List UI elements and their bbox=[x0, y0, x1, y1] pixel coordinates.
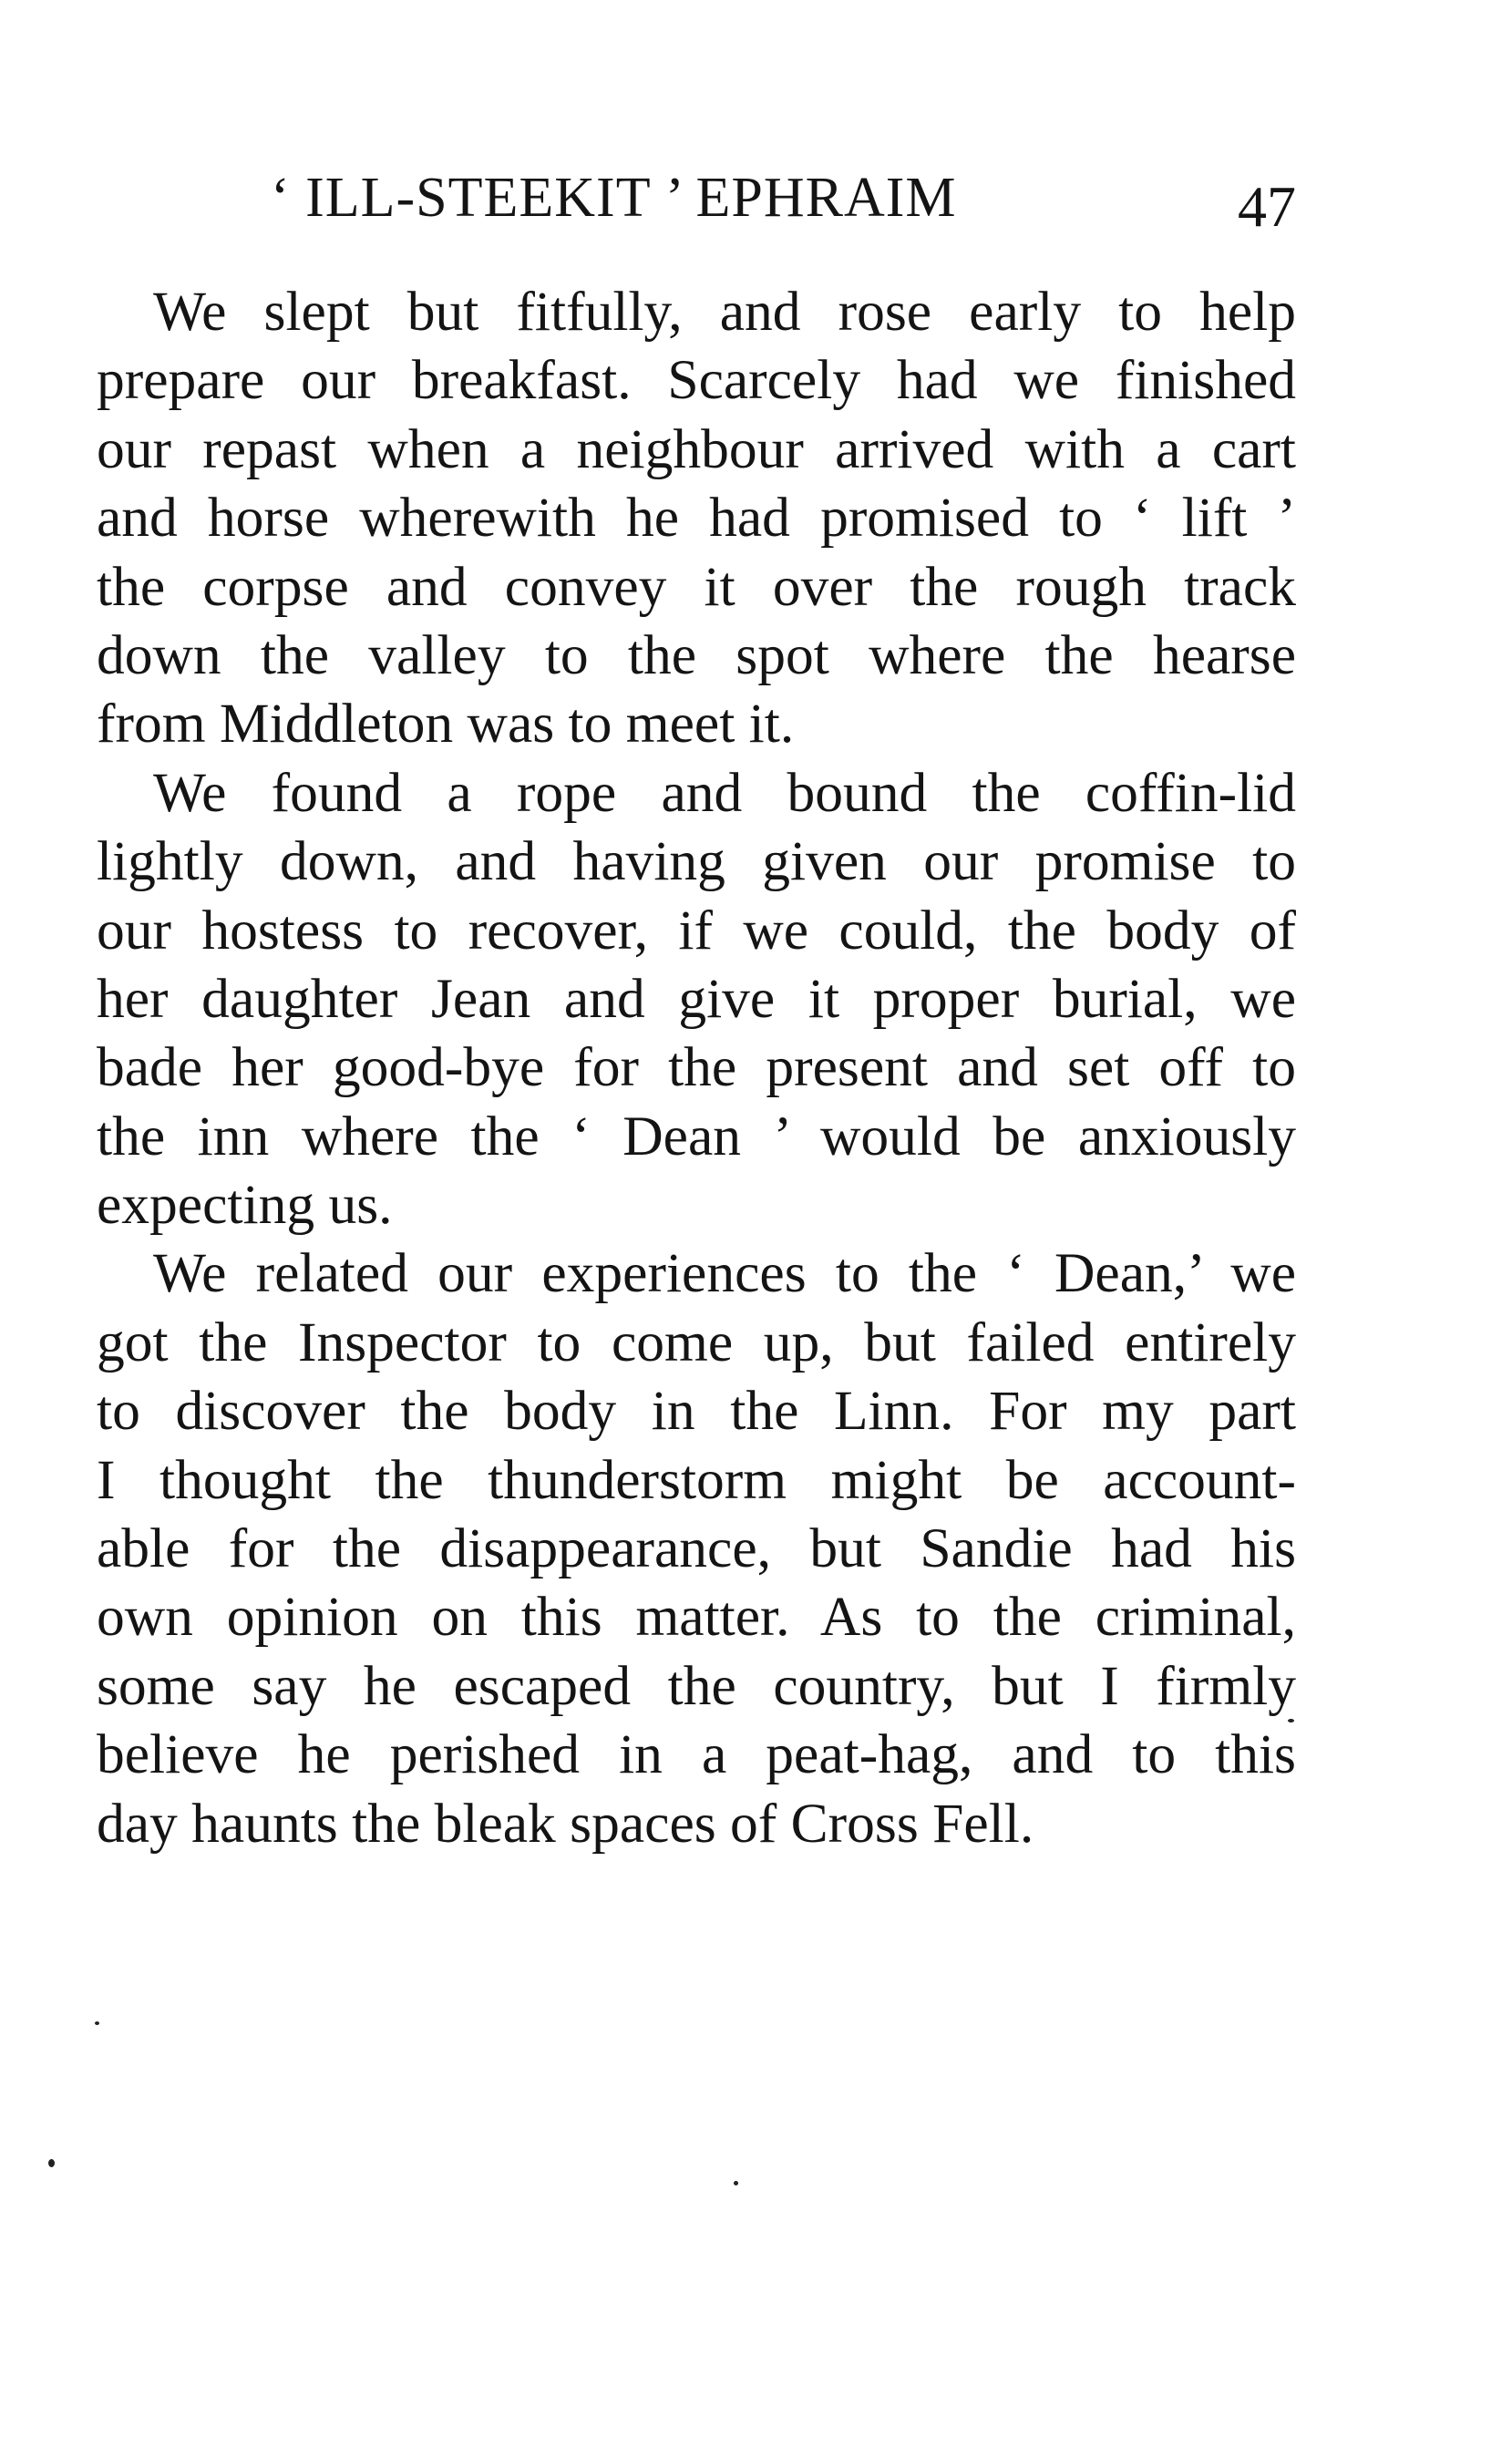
paragraph-1-line-6: down the valley to the spot where the hearse bbox=[97, 623, 1296, 686]
page-number: 47 bbox=[1238, 174, 1296, 239]
paragraph-3-line-5: able for the disappearance, but Sandie had his bbox=[97, 1517, 1296, 1580]
paragraph-2-line-5: bade her good-bye for the present and set off to bbox=[97, 1036, 1296, 1099]
paragraph-1-line-2: prepare our breakfast. Scarcely had we finished bbox=[97, 349, 1296, 412]
paragraph-2-line-4: her daughter Jean and give it proper burial, we bbox=[97, 967, 1296, 1030]
paragraph-3-line-9: day haunts the bleak spaces of Cross Fell. bbox=[97, 1792, 1034, 1855]
body-text bbox=[97, 278, 1296, 1858]
paragraph-1-line-5: the corpse and convey it over the rough track bbox=[97, 555, 1296, 618]
paragraph-2-line-6: the inn where the ‘ Dean ’ would be anxiously bbox=[97, 1105, 1296, 1167]
print-speck bbox=[1288, 1719, 1294, 1722]
print-speck bbox=[734, 2181, 738, 2185]
paragraph-3-line-8: believe he perished in a peat-hag, and to this bbox=[97, 1723, 1296, 1786]
paragraph-1-line-1: We slept but fitfully, and rose early to help bbox=[153, 281, 1296, 343]
paragraph-3-line-3: to discover the body in the Linn. For my part bbox=[97, 1380, 1296, 1443]
paragraph-1-line-4: and horse wherewith he had promised to ‘ lift ’ bbox=[97, 487, 1296, 550]
paragraph-3-line-7: some say he escaped the country, but I firmly bbox=[97, 1654, 1296, 1717]
paragraph-3-line-2: got the Inspector to come up, but failed entirely bbox=[97, 1311, 1296, 1373]
paragraph-3-line-1: We related our experiences to the ‘ Dean,’ we bbox=[153, 1242, 1296, 1305]
paragraph-3-line-4: I thought the thunderstorm might be account- bbox=[97, 1448, 1296, 1511]
print-speck bbox=[48, 2159, 55, 2167]
paragraph-2-line-2: lightly down, and having given our promise to bbox=[97, 830, 1296, 893]
paragraph-2-line-3: our hostess to recover, if we could, the body of bbox=[97, 899, 1296, 961]
running-head bbox=[0, 166, 1512, 239]
paragraph-2-line-7: expecting us. bbox=[97, 1174, 393, 1237]
paragraph-1-line-7: from Middleton was to meet it. bbox=[97, 693, 795, 756]
paragraph-1-line-3: our repast when a neighbour arrived with a cart bbox=[97, 417, 1296, 480]
paragraph-2-line-1: We found a rope and bound the coffin-lid bbox=[153, 761, 1296, 824]
print-speck bbox=[95, 2021, 99, 2025]
paragraph-3-line-6: own opinion on this matter. As to the criminal, bbox=[97, 1586, 1296, 1649]
running-title: ‘ ILL-STEEKIT ’ EPHRAIM bbox=[271, 167, 957, 229]
